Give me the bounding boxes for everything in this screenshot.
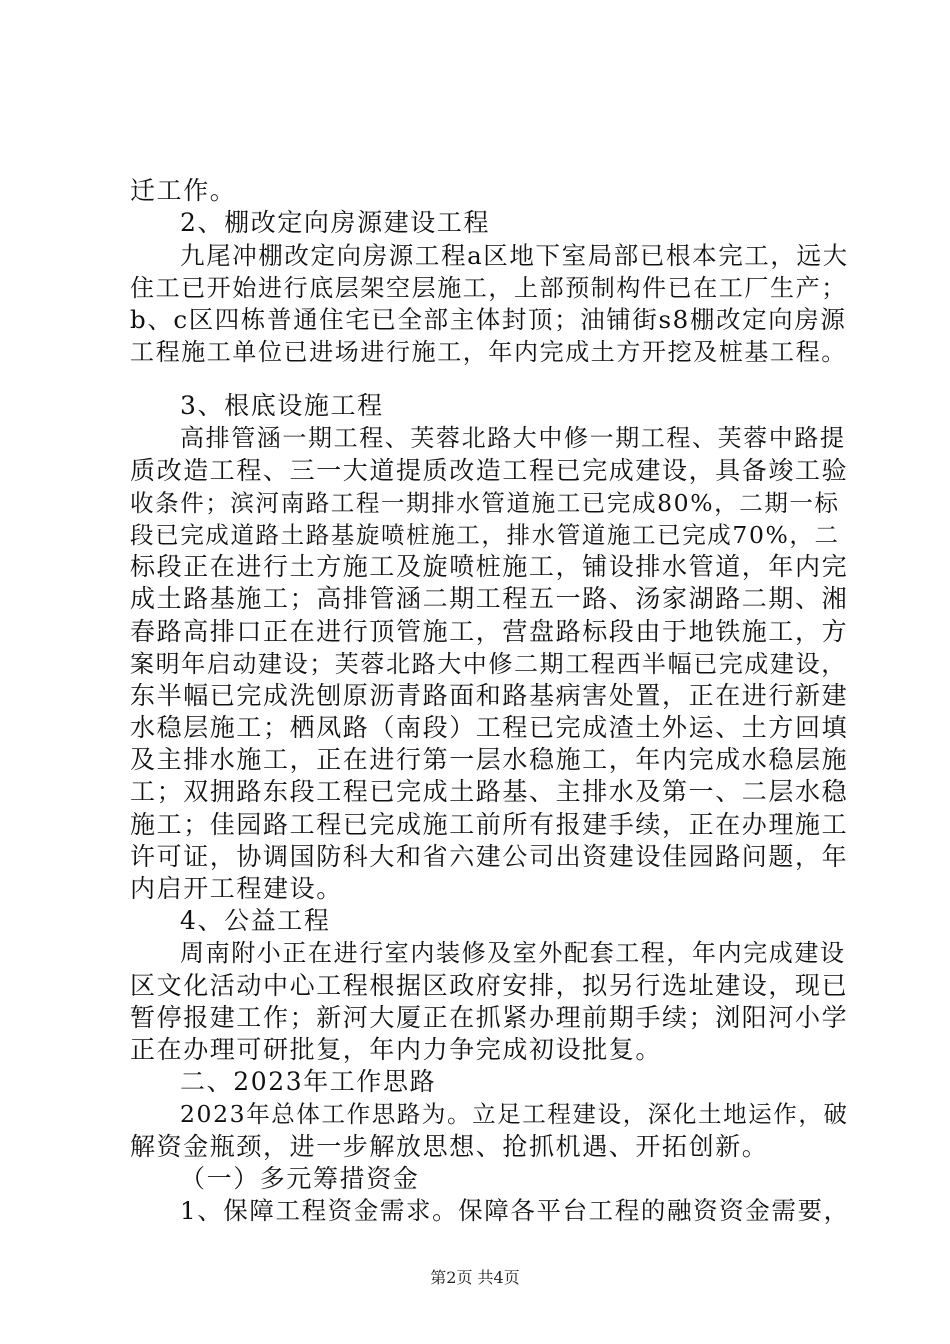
paragraph-line: 标段正在进行土方施工及旋喷桩施工，铺设排水管道，年内完 <box>130 552 849 581</box>
section-heading: 二、2023年工作思路 <box>180 1067 437 1096</box>
paragraph-line: 段已完成道路土路基旋喷桩施工，排水管道施工已完成70%，二 <box>130 521 840 549</box>
paragraph-line: 案明年启动建设；芙蓉北路大中修二期工程西半幅已完成建设， <box>130 650 847 678</box>
paragraph-line: 1、保障工程资金需求。保障各平台工程的融资资金需要， <box>180 1196 850 1225</box>
paragraph-line: 2023年总体工作思路为。立足工程建设，深化土地运作，破 <box>180 1100 849 1128</box>
paragraph-line: 水稳层施工；栖凤路（南段）工程已完成渣土外运、土方回填 <box>130 713 849 742</box>
paragraph-line: 高排管涵一期工程、芙蓉北路大中修一期工程、芙蓉中路提 <box>180 424 846 452</box>
page-footer: 第2页 共4页 <box>430 1268 520 1287</box>
paragraph-line: 九尾冲棚改定向房源工程a区地下室局部已根本完工，远大 <box>180 241 849 270</box>
section-heading: （一）多元筹措资金 <box>180 1164 420 1193</box>
paragraph-line: b、c区四栋普通住宅已全部主体封顶；油铺街s8棚改定向房源 <box>130 305 847 334</box>
paragraph-line: 春路高排口正在进行顶管施工，营盘路标段由于地铁施工，方 <box>130 617 849 646</box>
paragraph-line: 工程施工单位已进场进行施工，年内完成土方开挖及桩基工程。 <box>130 338 847 366</box>
paragraph-line: 施工；佳园路工程已完成施工前所有报建手续，正在办理施工 <box>130 810 849 839</box>
paragraph-line: 住工已开始进行底层架空层施工，上部预制构件已在工厂生产； <box>130 274 847 302</box>
paragraph-line: 成土路基施工；高排管涵二期工程五一路、汤家湖路二期、湘 <box>130 584 849 613</box>
paragraph-line: 解资金瓶颈，进一步解放思想、抢抓机遇、开拓创新。 <box>130 1132 769 1161</box>
paragraph-line: 区文化活动中心工程根据区政府安排，拟另行选址建设，现已 <box>130 971 849 1000</box>
paragraph-line: 收条件；滨河南路工程一期排水管道施工已完成80%，二期一标 <box>130 489 840 517</box>
paragraph-line: 及主排水施工，正在进行第一层水稳施工，年内完成水稳层施 <box>130 745 849 774</box>
paragraph-line: 正在办理可研批复，年内力争完成初设批复。 <box>130 1035 663 1064</box>
paragraph-line: 迁工作。 <box>130 176 237 205</box>
paragraph-line: 内启开工程建设。 <box>130 874 343 903</box>
section-heading: 3、根底设施工程 <box>180 391 384 420</box>
paragraph-line: 许可证，协调国防科大和省六建公司出资建设佳园路问题，年 <box>130 842 849 871</box>
paragraph-line: 东半幅已完成洗刨原沥青路面和路基病害处置，正在进行新建 <box>130 681 849 710</box>
section-heading: 4、公益工程 <box>180 906 331 935</box>
paragraph-line: 暂停报建工作；新河大厦正在抓紧办理前期手续；浏阳河小学 <box>130 1003 849 1032</box>
paragraph-line: 周南附小正在进行室内装修及室外配套工程，年内完成建设 <box>180 939 846 967</box>
paragraph-line: 工；双拥路东段工程已完成土路基、主排水及第一、二层水稳 <box>130 777 849 806</box>
paragraph-line: 质改造工程、三一大道提质改造工程已完成建设，具备竣工验 <box>130 456 849 485</box>
section-heading: 2、棚改定向房源建设工程 <box>180 208 491 237</box>
